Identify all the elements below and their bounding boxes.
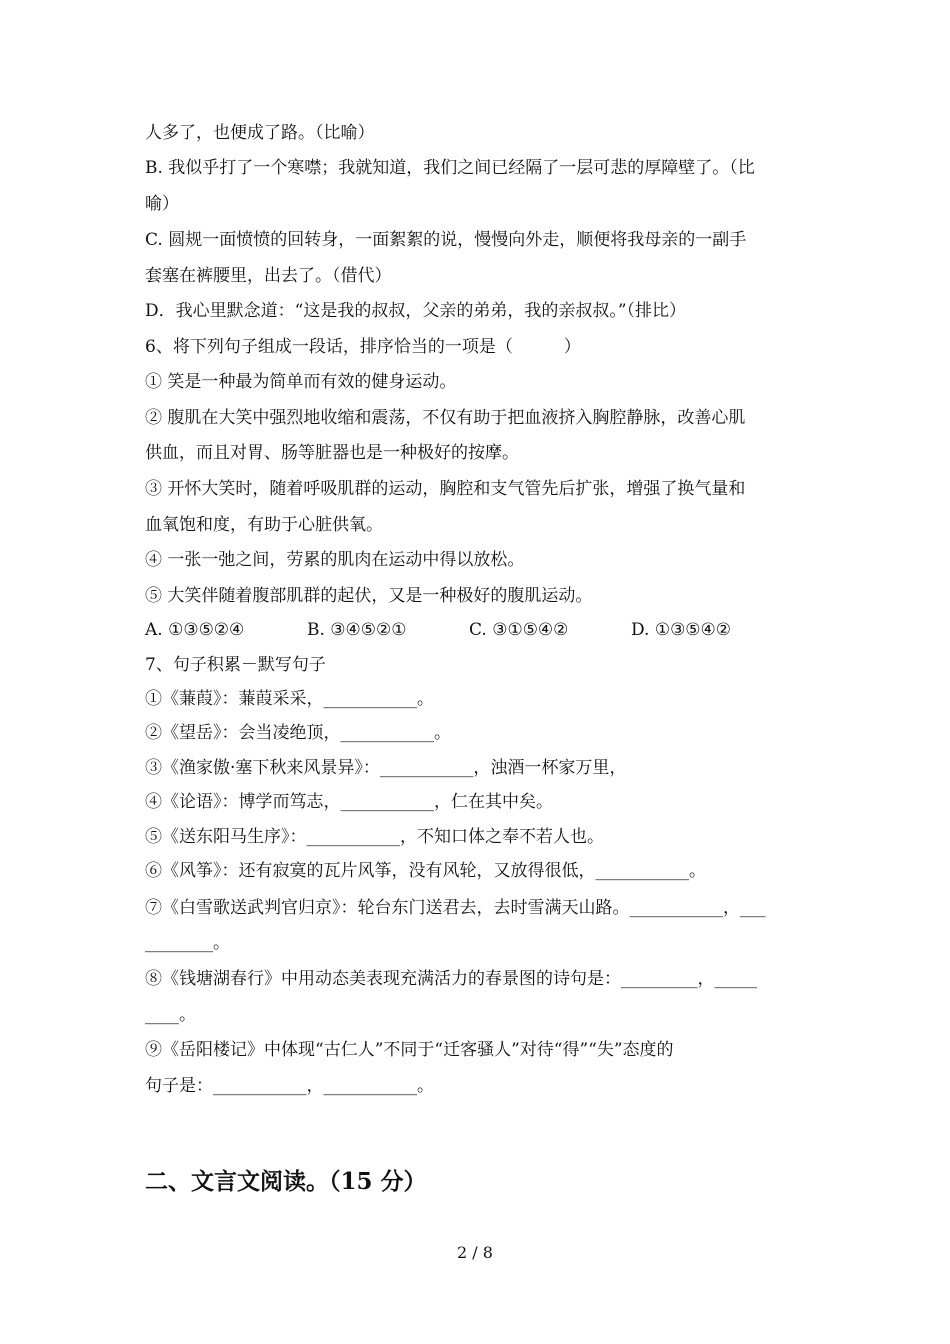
- q7-item-9-line1: ⑨《岳阳楼记》中体现“古仁人”不同于“迁客骚人”对待“得”“失”态度的: [145, 1040, 674, 1060]
- q7-item-3: ③《渔家傲·塞下秋来风景异》：___________，浊酒一杯家万里，: [145, 758, 627, 778]
- section-heading: 二、文言文阅读。（15 分）: [145, 1168, 427, 1195]
- q7-item-5: ⑤《送东阳马生序》：___________，不知口体之奉不若人也。: [145, 827, 604, 847]
- q6-sentence-2-line1: ② 腹肌在大笑中强烈地收缩和震荡，不仅有助于把血液挤入胸腔静脉，改善心肌: [145, 408, 746, 428]
- q7-item-6: ⑥《风筝》：还有寂寞的瓦片风筝，没有风轮，又放得很低，___________。: [145, 861, 706, 881]
- q6-option-d: D. ①③⑤④②: [631, 620, 732, 640]
- q5-option-b-line1: B. 我似乎打了一个寒噤；我就知道，我们之间已经隔了一层可悲的厚障壁了。（比: [145, 158, 755, 178]
- q7-item-2: ②《望岳》：会当凌绝顶，___________。: [145, 723, 451, 743]
- q6-sentence-5: ⑤ 大笑伴随着腹部肌群的起伏，又是一种极好的腹肌运动。: [145, 586, 593, 606]
- q5-option-c-line2: 套塞在裤腰里，出去了。（借代）: [145, 266, 392, 286]
- q6-option-b: B. ③④⑤②①: [307, 620, 407, 640]
- q5-option-c-line1: C. 圆规一面愤愤的回转身，一面絮絮的说，慢慢向外走，顺便将我母亲的一副手: [145, 230, 747, 250]
- q6-sentence-2-line2: 供血，而且对胃、肠等脏器也是一种极好的按摩。: [145, 443, 519, 463]
- q6-sentence-3-line2: 血氧饱和度，有助于心脏供氧。: [145, 515, 383, 535]
- q7-item-8-line1: ⑧《钱塘湖春行》中用动态美表现充满活力的春景图的诗句是：_________，_____: [145, 969, 757, 989]
- q5-option-a-tail: 人多了，也便成了路。（比喻）: [145, 123, 375, 143]
- q6-sentence-4: ④ 一张一弛之间，劳累的肌肉在运动中得以放松。: [145, 550, 525, 570]
- q7-item-7-line2: ________。: [145, 933, 230, 953]
- q6-options: [145, 619, 731, 641]
- q6-stem: 6、将下列句子组成一段话，排序恰当的一项是（ ）: [145, 337, 581, 357]
- q7-item-4: ④《论语》：博学而笃志，___________，仁在其中矣。: [145, 792, 553, 812]
- q6-sentence-3-line1: ③ 开怀大笑时，随着呼吸肌群的运动，胸腔和支气管先后扩张，增强了换气量和: [145, 479, 746, 499]
- q6-sentence-1: ① 笑是一种最为简单而有效的健身运动。: [145, 372, 457, 392]
- q5-option-d: D．我心里默念道：“这是我的叔叔，父亲的弟弟，我的亲叔叔。”（排比）: [145, 301, 687, 321]
- q7-item-9-line2: 句子是：___________，___________。: [145, 1076, 434, 1096]
- q5-option-b-line2: 喻）: [145, 194, 179, 214]
- q6-option-c: C. ③①⑤④②: [469, 620, 569, 640]
- q7-item-1: ①《蒹葭》：蒹葭采采，___________。: [145, 689, 434, 709]
- page-number: 2 / 8: [457, 1243, 493, 1262]
- q7-stem: 7、句子积累－默写句子: [145, 655, 326, 675]
- q6-option-a: A. ①③⑤②④: [145, 620, 245, 640]
- q7-item-7-line1: ⑦《白雪歌送武判官归京》：轮台东门送君去，去时雪满天山路。___________，___: [145, 898, 766, 918]
- q7-item-8-line2: ____。: [145, 1005, 196, 1025]
